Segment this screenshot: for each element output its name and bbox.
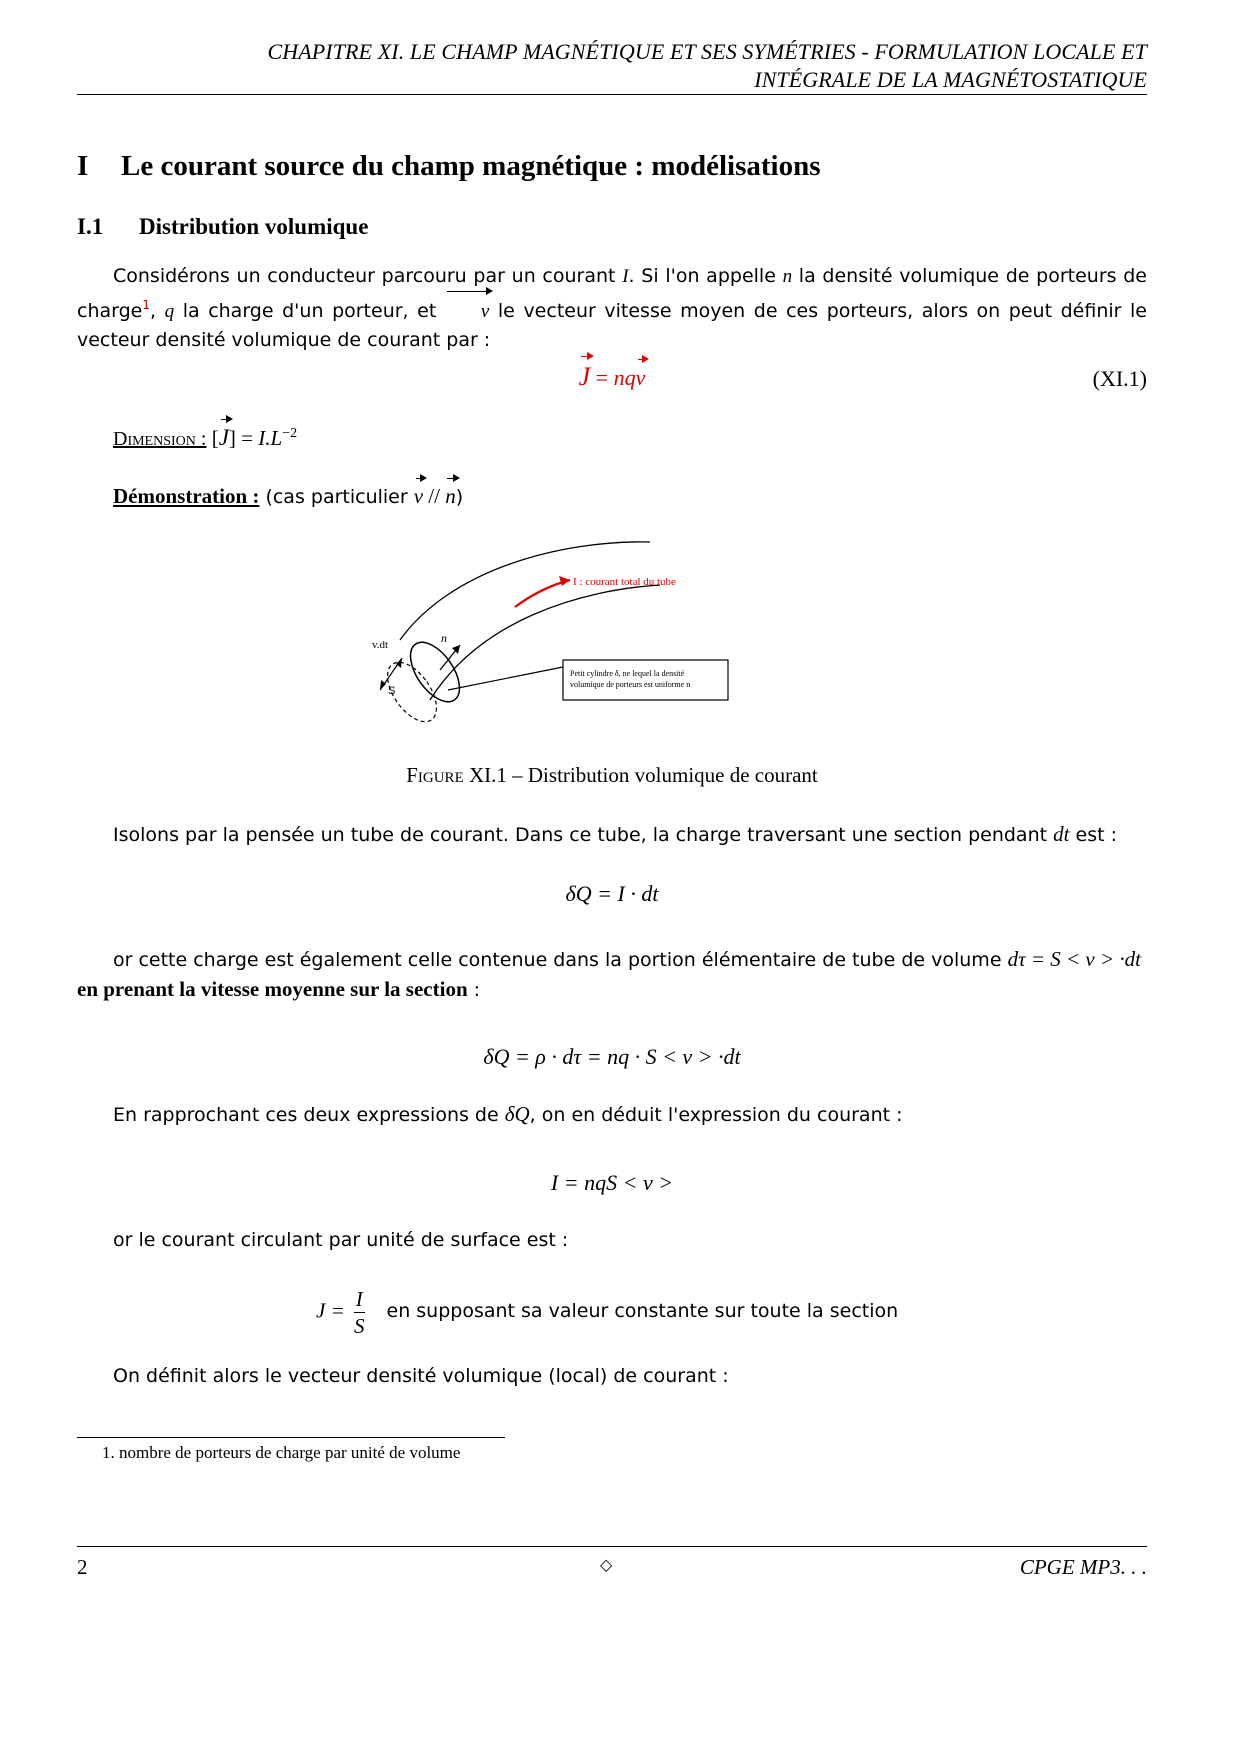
var-I: I bbox=[622, 266, 629, 287]
isolons-text: Isolons par la pensée un tube de courant. Dans ce tube, la charge traversant une section pendant bbox=[113, 824, 1054, 846]
vdt-label: v.dt bbox=[372, 639, 389, 651]
subsection-title-text: Distribution volumique bbox=[139, 214, 369, 239]
section-title-text: Le courant source du champ magnétique : modélisations bbox=[121, 150, 821, 182]
footnote-rule bbox=[77, 1437, 505, 1438]
intro-text-5: la charge d'un porteur, et bbox=[174, 300, 445, 322]
dimension-label: Dimension : bbox=[113, 428, 207, 450]
diamond-icon: ◇ bbox=[600, 1555, 613, 1574]
intro-text-4: , bbox=[150, 300, 165, 322]
current-arrow-head bbox=[559, 576, 570, 586]
page-number: 2 bbox=[77, 1555, 88, 1579]
pointer-line bbox=[448, 667, 563, 690]
eq1-equals: = bbox=[590, 365, 614, 390]
paragraph-rapprochant bbox=[77, 1100, 1147, 1130]
intro-text-3: la densité volumique de porteurs de charge bbox=[77, 265, 1147, 322]
footnote-mark[interactable]: 1 bbox=[142, 298, 150, 312]
footer-rule bbox=[77, 1546, 1147, 1547]
vdt-arrow-head-1 bbox=[380, 680, 386, 690]
eq1-J-vector: J bbox=[578, 362, 591, 391]
demonstration-label: Démonstration : bbox=[113, 484, 260, 508]
subsection-title bbox=[77, 214, 368, 240]
equation-J bbox=[316, 1286, 898, 1339]
demonstration-text-1: (cas particulier bbox=[259, 486, 414, 508]
isolons-dt: dt bbox=[1053, 822, 1070, 846]
equation-I: I = nqS < v > bbox=[550, 1170, 674, 1195]
running-header-line1: CHAPITRE XI. LE CHAMP MAGNÉTIQUE ET SES SYMÉTRIES - FORMULATION LOCALE ET bbox=[267, 39, 1147, 64]
eqJ-numerator: I bbox=[355, 1287, 363, 1311]
header-rule bbox=[77, 94, 1147, 95]
demonstration-parallel: // bbox=[423, 484, 446, 508]
S-label: S bbox=[388, 685, 396, 697]
eqJ-text: en supposant sa valeur constante sur toute la section bbox=[386, 1300, 899, 1323]
var-q: q bbox=[164, 301, 175, 322]
paragraph-on-definit: On définit alors le vecteur densité volumique (local) de courant : bbox=[113, 1365, 729, 1387]
footnote: 1. nombre de porteurs de charge par unité de volume bbox=[102, 1443, 461, 1462]
dimension-open-bracket: [ bbox=[206, 426, 219, 450]
figure-caption bbox=[77, 763, 1147, 788]
running-header-line2: INTÉGRALE DE LA MAGNÉTOSTATIQUE bbox=[754, 67, 1147, 92]
dimension-close: ] = bbox=[228, 426, 259, 450]
or1-text: or cette charge est également celle contenue dans la portion élémentaire de tube de volume bbox=[113, 949, 1008, 971]
equation-xi-1 bbox=[77, 362, 1147, 392]
equation-number: (XI.1) bbox=[1092, 366, 1147, 391]
eq1-nq: nq bbox=[613, 365, 636, 390]
demonstration-text-2: ) bbox=[455, 486, 464, 508]
section-title bbox=[77, 150, 821, 183]
intro-text-6: le vecteur vitesse moyen de ces porteurs, alors on peut définir le vecteur densité volumique de courant par : bbox=[77, 300, 1147, 351]
or1-math: dτ = S < v > ·dt bbox=[1007, 947, 1141, 971]
eqJ-denominator: S bbox=[354, 1314, 365, 1338]
dimension-rhs: I.L bbox=[258, 426, 283, 450]
eq1-v-vector: v bbox=[635, 365, 646, 390]
annotation-line2: volumique de porteurs est uniforme n bbox=[570, 680, 691, 689]
paragraph-or-cette-charge bbox=[77, 945, 1147, 1005]
var-n: n bbox=[782, 266, 793, 287]
figure-caption-prefix: Figure XI.1 bbox=[406, 763, 507, 787]
rapprochant-text: En rapprochant ces deux expressions de bbox=[113, 1104, 505, 1126]
dimension-J-vector: J bbox=[218, 425, 229, 450]
dimension-line bbox=[113, 425, 297, 451]
annotation-line1: Petit cylindre δ, ne lequel la densité bbox=[570, 669, 685, 678]
equation-dQ-1: δQ = I · dt bbox=[565, 881, 659, 906]
subsection-number: I.1 bbox=[77, 214, 104, 239]
intro-text-1: Considérons un conducteur parcouru par un courant bbox=[113, 265, 623, 287]
dimension-exponent: −2 bbox=[282, 426, 298, 441]
paragraph-isolons bbox=[77, 820, 1147, 850]
isolons-end: est : bbox=[1069, 824, 1117, 846]
n-label: n bbox=[441, 631, 447, 645]
demonstration-n-vector: n bbox=[445, 484, 456, 508]
paragraph-or-le-courant: or le courant circulant par unité de surface est : bbox=[113, 1229, 569, 1251]
current-label: I : courant total du tube bbox=[573, 576, 676, 588]
eqJ-lhs: J = bbox=[316, 1298, 350, 1323]
intro-text-2: . Si l'on appelle bbox=[628, 265, 783, 287]
eqJ-fraction bbox=[354, 1286, 365, 1339]
var-v-vector: v bbox=[445, 297, 489, 326]
equation-dQ-2: δQ = ρ · dτ = nq · S < v > ·dt bbox=[483, 1044, 741, 1069]
figure-caption-text: – Distribution volumique de courant bbox=[506, 763, 818, 787]
or1-end: : bbox=[467, 979, 481, 1001]
section-number: I bbox=[77, 150, 89, 182]
demonstration-line bbox=[113, 484, 463, 509]
intro-paragraph bbox=[77, 262, 1147, 355]
figure-current-tube bbox=[360, 530, 740, 750]
rapprochant-end: , on en déduit l'expression du courant : bbox=[529, 1104, 903, 1126]
demonstration-v-vector: v bbox=[413, 484, 424, 508]
footer-course: CPGE MP3. . . bbox=[1019, 1555, 1147, 1579]
running-header bbox=[77, 38, 1147, 94]
rapprochant-math: δQ bbox=[504, 1102, 530, 1126]
or1-bold: en prenant la vitesse moyenne sur la section bbox=[77, 977, 468, 1001]
